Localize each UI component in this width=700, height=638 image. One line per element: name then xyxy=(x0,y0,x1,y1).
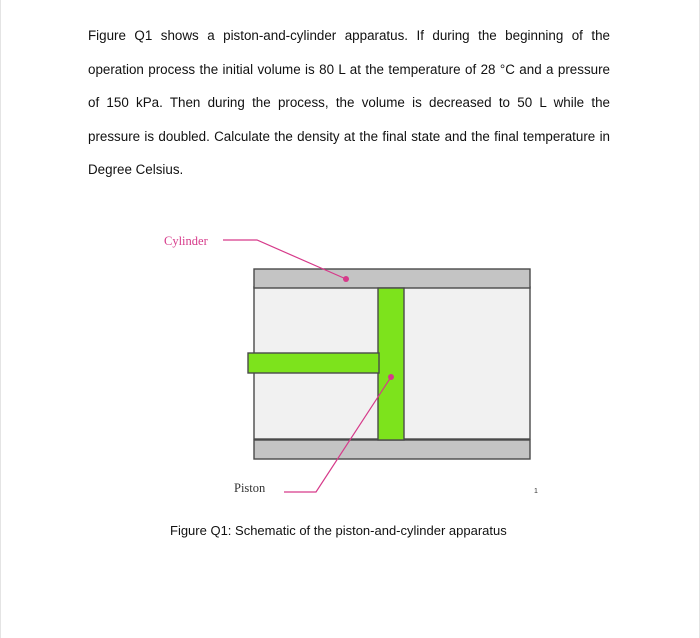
piston-label: Piston xyxy=(234,481,266,495)
piston-leader-dot xyxy=(388,374,394,380)
cylinder-label: Cylinder xyxy=(164,234,208,248)
piston-head xyxy=(378,288,404,440)
figure-page-number: 1 xyxy=(534,488,538,495)
question-text: Figure Q1 shows a piston-and-cylinder apparatus. If during the beginning of the operation process the initial volume is 80 L at the temperature of 28 °C and a pressure of 150 kPa. Then during the process, the volume is decreased to 50 L while the pressure is doubled. Calculate the density at the final state and the final temperature in Degree Celsius. xyxy=(88,28,610,178)
piston-cylinder-figure xyxy=(150,225,550,505)
schematic-svg xyxy=(150,225,550,505)
cylinder-bottom-wall xyxy=(254,440,530,459)
cylinder-leader-dot xyxy=(343,276,349,282)
cylinder-top-wall xyxy=(254,269,530,288)
piston-rod xyxy=(248,353,379,373)
figure-caption: Figure Q1: Schematic of the piston-and-cylinder apparatus xyxy=(170,523,507,538)
